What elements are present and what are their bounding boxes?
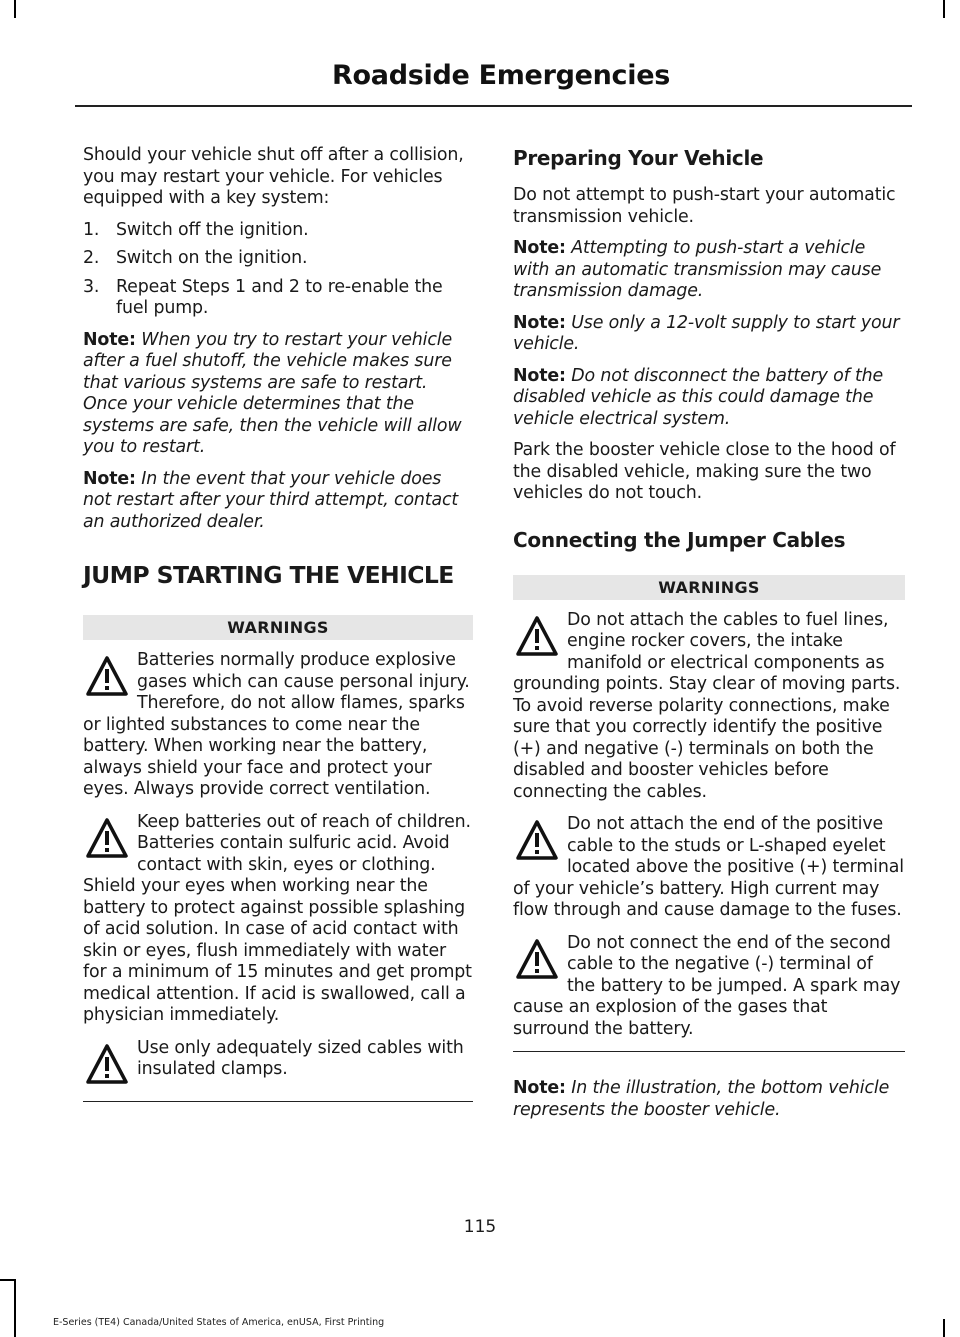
note-text: In the event that your vehicle does not restart after your third attempt, contact an authorized dealer. [83, 468, 459, 532]
warnings-end-divider [83, 1101, 473, 1102]
warning-item [513, 933, 905, 1041]
list-item [83, 248, 473, 270]
restart-steps [83, 220, 473, 320]
list-item [83, 277, 473, 320]
note-paragraph [83, 469, 473, 534]
crop-mark-bottom-right [943, 1319, 945, 1337]
step-number: 3. [83, 276, 100, 297]
header-divider [75, 105, 912, 107]
page-number: 115 [463, 1217, 497, 1237]
warning-triangle-icon [515, 614, 559, 660]
warnings-end-divider [513, 1051, 905, 1052]
warning-triangle-icon [515, 818, 559, 864]
step-text: Switch on the ignition. [116, 248, 308, 268]
crop-mark-top-right [943, 0, 945, 18]
warning-item [513, 814, 905, 922]
warning-item [83, 650, 473, 801]
warning-item [83, 1038, 473, 1090]
note-paragraph [83, 330, 473, 459]
crop-mark-top-left [14, 0, 16, 18]
step-text: Repeat Steps 1 and 2 to re-enable the fuel pump. [116, 276, 443, 318]
note-paragraph [513, 366, 905, 431]
warning-text: Use only adequately sized cables with insulated clamps. [137, 1037, 464, 1079]
note-text: Use only a 12-volt supply to start your vehicle. [513, 312, 900, 354]
step-number: 2. [83, 248, 100, 268]
note-text: Attempting to push-start a vehicle with an automatic transmission may cause transmission damage. [513, 238, 882, 301]
note-paragraph [513, 1078, 905, 1121]
subsection-title: Preparing Your Vehicle [513, 146, 764, 170]
step-number: 1. [83, 219, 100, 240]
note-label: Note: [83, 468, 136, 489]
note-label: Note: [513, 238, 566, 258]
page-title: Roadside Emergencies [332, 60, 670, 91]
warnings-header: WARNINGS [83, 615, 473, 640]
warning-item [83, 812, 473, 1027]
note-paragraph [513, 313, 905, 356]
warning-text: Do not attach the end of the positive cable to the studs or L-shaped eyelet located above the positive (+) terminal of your vehicle’s battery. High current may flow through and cause damage to the fuses. [513, 814, 904, 920]
body-paragraph: Park the booster vehicle close to the hood of the disabled vehicle, making sure the two vehicles do not touch. [513, 440, 896, 503]
note-text: Do not disconnect the battery of the disabled vehicle as this could damage the vehicle electrical system. [513, 365, 884, 429]
warning-text: Do not connect the end of the second cable to the negative (-) terminal of the battery to be jumped. A spark may cause an explosion of the gases that surround the battery. [513, 932, 901, 1039]
body-paragraph: Do not attempt to push-start your automatic transmission vehicle. [513, 185, 896, 227]
intro-paragraph: Should your vehicle shut off after a collision, you may restart your vehicle. For vehicles equipped with a key system: [83, 145, 464, 208]
note-label: Note: [513, 365, 566, 386]
note-text: When you try to restart your vehicle after a fuel shutoff, the vehicle makes sure that various systems are safe to restart. Once your vehicle determines that the systems are safe, then the vehicle will allow you to restart. [83, 329, 462, 457]
warning-triangle-icon [85, 816, 129, 862]
section-title: JUMP STARTING THE VEHICLE [83, 561, 454, 589]
step-text: Switch off the ignition. [116, 219, 309, 240]
warning-triangle-icon [85, 1042, 129, 1088]
warning-text: Batteries normally produce explosive gases which can cause personal injury. Therefore, do not allow flames, sparks or lighted substances to come near the battery. When working near the battery, always shield your face and protect your eyes. Always provide correct ventilation. [83, 650, 470, 799]
right-column [513, 145, 905, 1131]
note-label: Note: [83, 329, 136, 350]
list-item [83, 220, 473, 242]
footer-text: E-Series (TE4) Canada/United States of America, enUSA, First Printing [53, 1317, 385, 1328]
warning-item [513, 610, 905, 804]
warnings-header: WARNINGS [513, 575, 905, 600]
note-label: Note: [513, 312, 566, 333]
crop-mark-bottom-left [14, 1279, 16, 1337]
note-text: In the illustration, the bottom vehicle represents the booster vehicle. [513, 1078, 890, 1120]
crop-mark-bottom-left-h [0, 1279, 16, 1281]
warning-triangle-icon [515, 937, 559, 983]
subsection-title: Connecting the Jumper Cables [513, 527, 846, 552]
warning-text: Keep batteries out of reach of children. Batteries contain sulfuric acid. Avoid contact with skin, eyes or clothing. Shield your eyes when working near the battery to protect against possible splashing of acid solution. In case of acid contact with skin or eyes, flush immediately with water for a minimum of 15 minutes and get prompt medical attention. If acid is swallowed, call a physician immediately. [83, 811, 472, 1025]
note-label: Note: [513, 1078, 566, 1098]
left-column [83, 145, 473, 1102]
warning-triangle-icon [85, 654, 129, 700]
note-paragraph [513, 238, 905, 303]
warning-text: Do not attach the cables to fuel lines, engine rocker covers, the intake manifold or electrical components as grounding points. Stay clear of moving parts. To avoid reverse polarity connections, make sure that you correctly identify the positive (+) and negative (-) terminals on both the disabled and booster vehicles before connecting the cables. [513, 609, 901, 802]
